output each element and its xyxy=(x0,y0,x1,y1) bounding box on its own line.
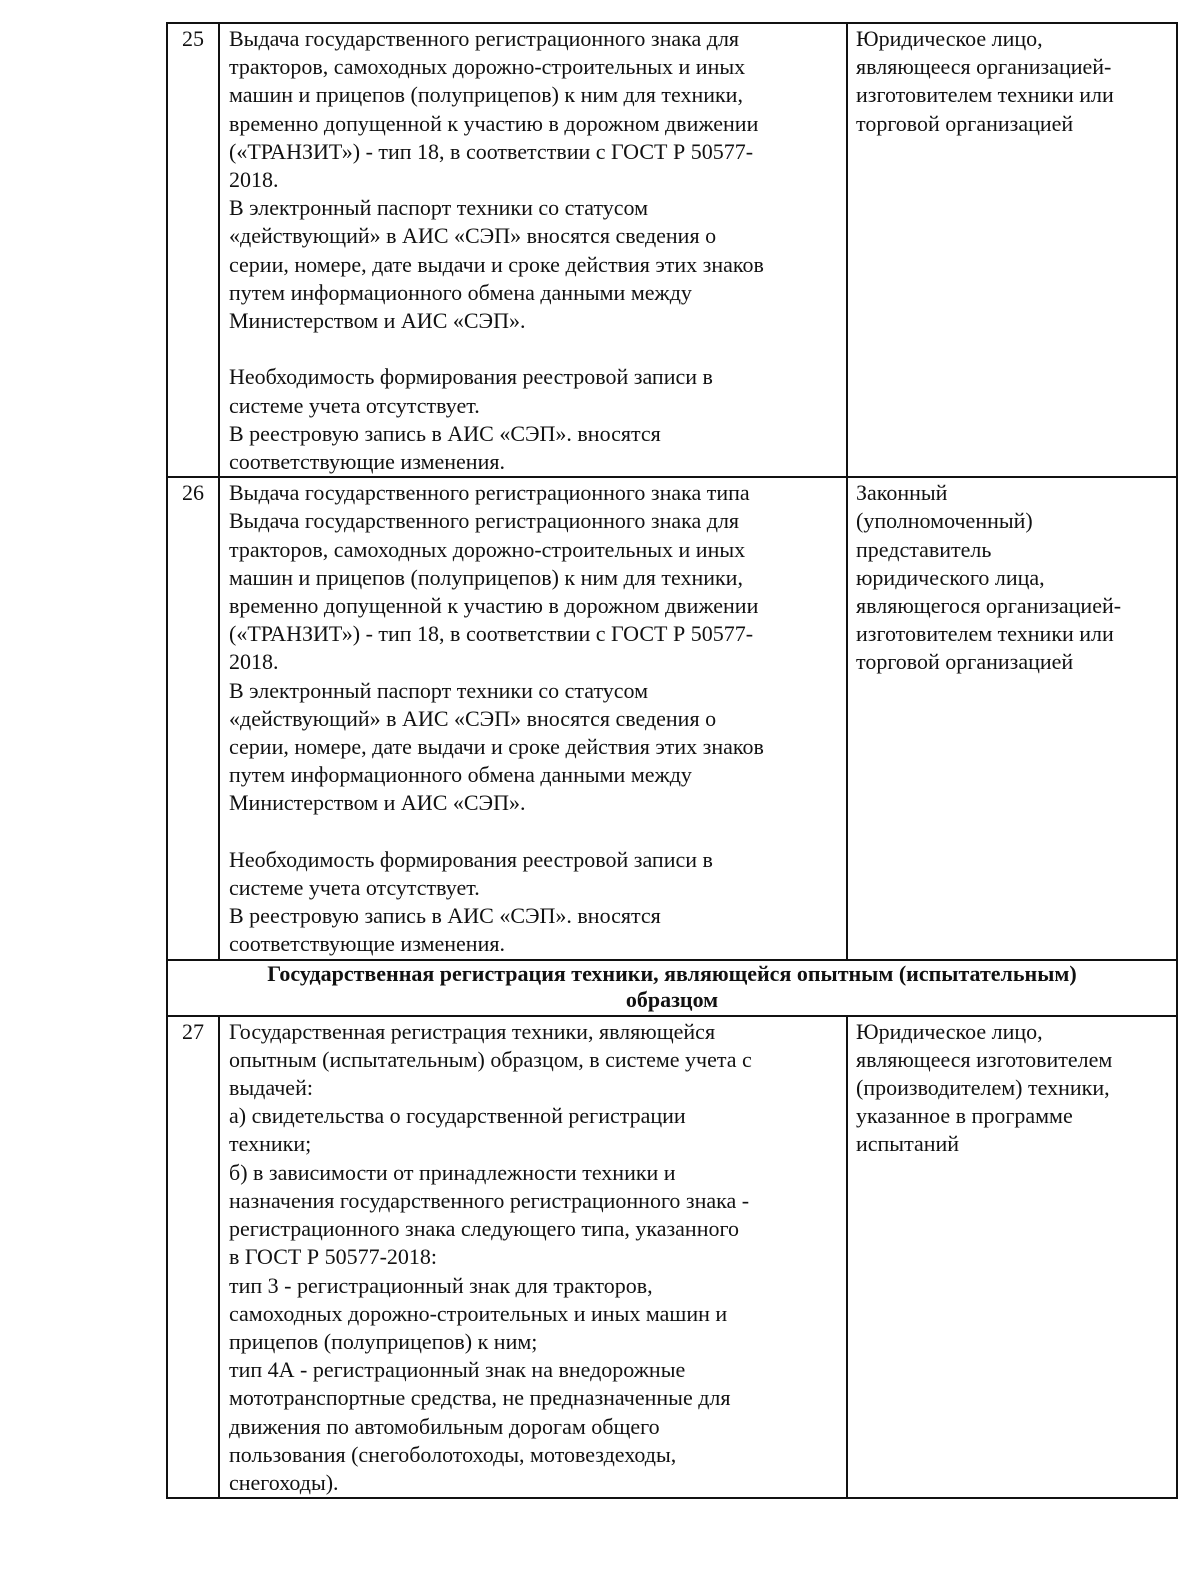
description-line: в ГОСТ Р 50577-2018: xyxy=(229,1244,438,1270)
description-line: «действующий» в АИС «СЭП» вносятся сведения о xyxy=(229,705,717,731)
description-line: путем информационного обмена данными между xyxy=(229,762,692,788)
description-line: техники; xyxy=(229,1131,312,1157)
applicant-line: испытаний xyxy=(856,1131,960,1157)
description-line: В реестровую запись в АИС «СЭП». вносятся xyxy=(229,420,661,446)
description-line: системе учета отсутствует. xyxy=(229,875,480,901)
service-description-cell xyxy=(219,1016,847,1498)
service-description-cell xyxy=(219,23,847,477)
description-line: тракторов, самоходных дорожно-строительных и иных xyxy=(229,536,746,562)
description-line: «действующий» в АИС «СЭП» вносятся сведения о xyxy=(229,223,717,249)
description-line: серии, номере, дате выдачи и сроке действия этих знаков xyxy=(229,251,764,277)
description-line: Министерством и АИС «СЭП». xyxy=(229,790,526,816)
description-line: В электронный паспорт техники со статусом xyxy=(229,677,649,703)
applicant-line: (уполномоченный) xyxy=(856,508,1033,534)
paragraph-gap xyxy=(229,818,840,846)
description-line: тип 3 - регистрационный знак для тракторов, xyxy=(229,1272,653,1298)
applicant-line: изготовителем техники или xyxy=(856,621,1114,647)
description-line: 2018. xyxy=(229,649,279,675)
services-table xyxy=(166,22,1178,1499)
description-line: («ТРАНЗИТ») - тип 18, в соответствии с ГОСТ Р 50577- xyxy=(229,621,754,647)
description-line: («ТРАНЗИТ») - тип 18, в соответствии с ГОСТ Р 50577- xyxy=(229,138,754,164)
description-line: Необходимость формирования реестровой записи в xyxy=(229,364,713,390)
description-line: самоходных дорожно-строительных и иных машин и xyxy=(229,1300,728,1326)
description-line: снегоходы). xyxy=(229,1469,339,1495)
description-line: Необходимость формирования реестровой записи в xyxy=(229,846,713,872)
description-line: Выдача государственного регистрационного знака типа xyxy=(229,480,750,506)
description-line: Министерством и АИС «СЭП». xyxy=(229,308,526,334)
description-line: временно допущенной к участию в дорожном движении xyxy=(229,110,759,136)
table-row-25 xyxy=(167,23,1177,477)
row-number-cell xyxy=(167,1016,219,1498)
applicant-line: указанное в программе xyxy=(856,1103,1073,1129)
description-line: соответствующие изменения. xyxy=(229,449,505,475)
description-line: опытным (испытательным) образцом, в системе учета с xyxy=(229,1046,752,1072)
description-line: путем информационного обмена данными между xyxy=(229,279,692,305)
row-number: 27 xyxy=(182,1018,204,1044)
description-line: Выдача государственного регистрационного знака для xyxy=(229,26,740,51)
description-line: тракторов, самоходных дорожно-строительных и иных xyxy=(229,54,746,80)
applicant-line: Законный xyxy=(856,480,948,506)
description-line: мототранспортные средства, не предназначенные для xyxy=(229,1385,731,1411)
description-line: временно допущенной к участию в дорожном движении xyxy=(229,593,759,619)
applicant-line: являющееся организацией- xyxy=(856,54,1112,80)
description-line: В реестровую запись в АИС «СЭП». вносятся xyxy=(229,903,661,929)
table-row-26 xyxy=(167,477,1177,959)
paragraph-gap xyxy=(229,335,840,363)
description-line: назначения государственного регистрационного знака - xyxy=(229,1187,750,1213)
applicant-line: Юридическое лицо, xyxy=(856,26,1043,51)
row-number: 25 xyxy=(182,26,204,51)
applicant-cell xyxy=(847,23,1177,477)
description-line: прицепов (полуприцепов) к ним; xyxy=(229,1328,538,1354)
applicant-line: торговой организацией xyxy=(856,649,1074,675)
description-line: 2018. xyxy=(229,167,279,193)
section-heading-row xyxy=(167,960,1177,1016)
applicant-line: являющееся изготовителем xyxy=(856,1046,1113,1072)
applicant-line: юридического лица, xyxy=(856,564,1045,590)
applicant-cell xyxy=(847,1016,1177,1498)
description-line: пользования (снегоболотоходы, мотовездеходы, xyxy=(229,1441,677,1467)
description-line: тип 4А - регистрационный знак на внедорожные xyxy=(229,1357,686,1383)
description-line: Государственная регистрация техники, являющейся xyxy=(229,1018,716,1044)
row-number: 26 xyxy=(182,480,204,506)
description-line: Выдача государственного регистрационного знака для xyxy=(229,508,740,534)
description-line: серии, номере, дате выдачи и сроке действия этих знаков xyxy=(229,734,764,760)
applicant-line: изготовителем техники или xyxy=(856,82,1114,108)
table-row-27 xyxy=(167,1016,1177,1498)
description-line: регистрационного знака следующего типа, указанного xyxy=(229,1216,739,1242)
applicant-line: являющегося организацией- xyxy=(856,593,1122,619)
applicant-line: представитель xyxy=(856,536,992,562)
applicant-line: Юридическое лицо, xyxy=(856,1018,1043,1044)
applicant-cell xyxy=(847,477,1177,959)
applicant-line: (производителем) техники, xyxy=(856,1075,1110,1101)
section-heading xyxy=(167,960,1177,1016)
row-number-cell xyxy=(167,23,219,477)
description-line: соответствующие изменения. xyxy=(229,931,505,957)
description-line: машин и прицепов (полуприцепов) к ним для техники, xyxy=(229,82,743,108)
description-line: движения по автомобильным дорогам общего xyxy=(229,1413,660,1439)
section-heading-line: образцом xyxy=(625,986,719,1012)
section-heading-line: Государственная регистрация техники, являющейся опытным (испытательным) xyxy=(267,960,1077,986)
description-line: машин и прицепов (полуприцепов) к ним для техники, xyxy=(229,564,743,590)
description-line: В электронный паспорт техники со статусом xyxy=(229,195,649,221)
applicant-line: торговой организацией xyxy=(856,110,1074,136)
row-number-cell xyxy=(167,477,219,959)
service-description-cell xyxy=(219,477,847,959)
description-line: б) в зависимости от принадлежности техники и xyxy=(229,1159,676,1185)
description-line: а) свидетельства о государственной регистрации xyxy=(229,1103,686,1129)
description-line: системе учета отсутствует. xyxy=(229,392,480,418)
description-line: выдачей: xyxy=(229,1075,313,1101)
